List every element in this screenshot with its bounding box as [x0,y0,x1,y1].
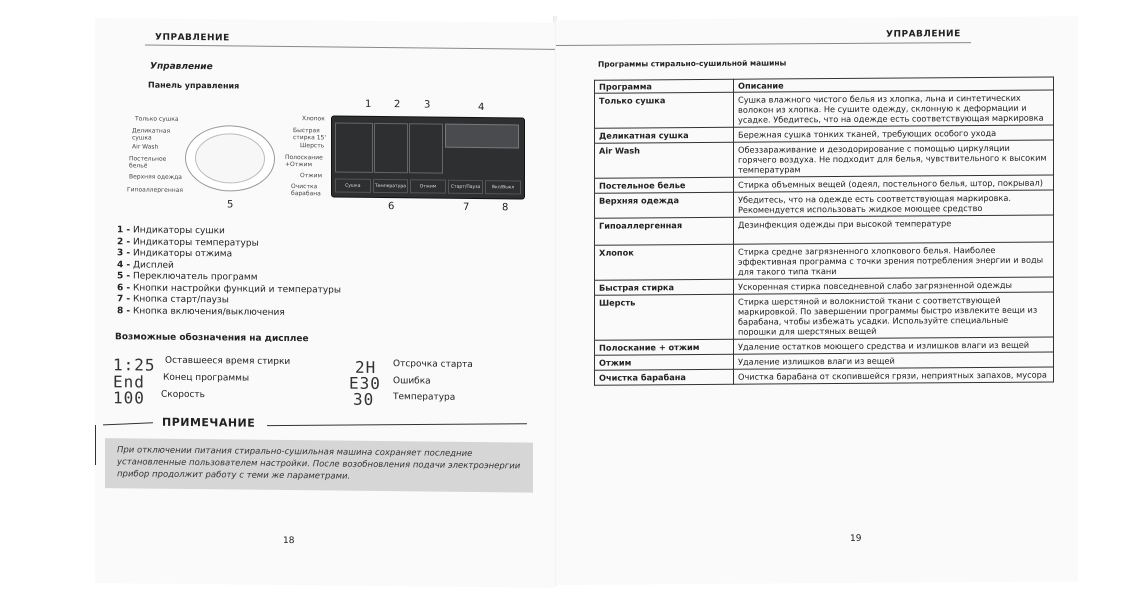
page-number-18: 18 [283,535,295,547]
temperature-button[interactable]: Температура [373,179,409,193]
display-code-speed: 100 [113,388,145,408]
dial-label-dry-only: Только сушка [135,115,179,123]
legend-item: 7 - Кнопка старт/паузы [117,294,229,306]
legend-item: 3 - Индикаторы отжима [117,248,233,260]
dial-label-rinse-spin: Полоскание +Отжим [285,153,323,169]
left-page-header: УПРАВЛЕНИЕ [155,32,230,44]
display-title: Возможные обозначения на дисплее [115,332,309,345]
legend-item: 1 - Индикаторы сушки [117,225,225,237]
program-name: Полоскание + отжим [595,339,734,355]
left-page [95,18,555,588]
control-panel [331,115,525,199]
temperature-indicators [374,123,408,173]
legend-item: 8 - Кнопка включения/выключения [117,305,285,318]
right-page-header: УПРАВЛЕНИЕ [886,29,961,40]
note-text: При отключении питания стирально-сушильная машина сохраняет последние установленные пользователем настройки. После возобновления подачи электроэнергии прибор продолжит работу с теми же параметрами. [117,445,521,482]
start-pause-button[interactable]: Старт/Пауза [448,180,484,194]
note-rule-right [267,423,527,426]
dial-label-outerwear: Верхняя одежда [129,173,182,181]
dial-label-hypoallergenic: Гипоаллергенная [127,186,183,194]
table-row [595,215,1054,245]
dial-label-cotton: Хлопок [302,115,325,123]
program-description: Стирка средне загрязненного хлопкового белья. Наиболее эффективная программа с точки зрения потребления энергии и воды для такого типа ткани [734,242,1054,279]
note-rule-left [103,422,153,425]
display-text-temp: Температура [393,392,456,403]
program-name: Верхняя одежда [595,192,734,218]
table-row [595,367,1054,385]
program-name: Деликатная сушка [595,127,734,143]
program-name: Хлопок [595,244,734,280]
program-dial-knob [195,133,265,184]
program-name: Шерсть [595,294,734,340]
legend-item: 2 - Индикаторы температуры [117,236,259,249]
display-text-end: Конец программы [163,372,250,384]
display-text-time: Оставшееся время стирки [165,355,291,368]
program-description: Удаление остатков моющего средства и излишков влаги из вещей [734,337,1054,354]
table-row [595,190,1054,218]
dial-label-bedding: Постельное бельё [129,155,167,170]
column-header-program: Программа [595,79,734,93]
display-text-speed: Скорость [161,389,205,401]
callout-4: 4 [478,102,485,114]
spin-button[interactable]: Отжим [410,179,446,193]
program-description: Убедитесь, что на одежде есть соответствующая маркировка. Рекомендуется использовать жидкое моющее средство [734,190,1054,217]
column-header-description: Описание [734,77,1054,92]
dry-button[interactable]: Сушка [335,179,371,193]
program-description: Обеззараживание и дезодорирование с помощью циркуляции горячего воздуха. Не подходит для белья, чувствительного к высоким температурам [734,140,1054,177]
display-text-error: Ошибка [393,376,431,387]
dial-label-drum-clean: Очистка барабана [291,183,321,198]
callout-7: 7 [463,201,470,213]
dial-label-spin: Отжим [300,172,323,180]
table-row [595,242,1054,280]
callout-1: 1 [365,98,372,110]
program-description: Стирка шерстяной и волокнистой ткани с соответствующей маркировкой. По завершении программы быстро извлеките вещи из барабана, чтобы избежать усадки. Используйте специальные порошки для шерстяных вещей [734,292,1054,339]
table-row [595,292,1054,340]
program-name: Постельное белье [595,177,734,193]
program-description: Удаление излишков влаги из вещей [734,352,1054,369]
dial-label-delicate-dry: Деликатная сушка [132,127,171,142]
spin-indicators [409,123,443,173]
program-name: Только сушка [595,92,734,128]
right-header-rule [556,42,971,46]
section-title: Управление [150,61,213,73]
callout-6: 6 [388,201,395,213]
legend-item: 5 - Переключатель программ [117,271,258,283]
program-description: Дезинфекция одежды при высокой температуре [734,215,1054,244]
program-description: Очистка барабана от скопившейся грязи, неприятных запахов, мусора [734,367,1054,384]
program-name: Гипоаллергенная [595,217,734,245]
dial-label-quick-wash: Быстрая стирка 15' [293,127,326,142]
power-button[interactable]: Вкл/Выкл [485,180,521,194]
display-code-temp: 30 [353,389,375,409]
display-text-delay: Отсрочка старта [393,359,473,370]
note-box [105,438,533,492]
right-page [556,16,1078,585]
program-description: Ускоренная стирка повседневной слабо загрязненной одежды [734,277,1054,294]
note-title: ПРИМЕЧАНИЕ [162,415,256,430]
callout-5: 5 [227,199,234,211]
display-code-delay: 2H [355,357,377,377]
display-code-time: 1:25 [113,355,156,375]
dial-label-wool: Шерсть [300,142,325,150]
display-screen [445,124,519,149]
callout-3: 3 [424,99,431,111]
program-name: Отжим [595,354,734,370]
page-number-19: 19 [850,533,862,544]
program-name: Быстрая стирка [595,279,734,295]
legend-item: 6 - Кнопки настройки функций и температуры [117,282,341,296]
callout-8: 8 [502,202,509,214]
table-row [595,140,1054,178]
program-name: Очистка барабана [595,369,734,385]
programs-title: Программы стирально-сушильной машины [598,58,787,69]
note-rule-vertical [95,425,96,465]
left-header-rule [145,45,555,50]
program-description: Бережная сушка тонких тканей, требующих особого ухода [734,125,1054,142]
program-name: Air Wash [595,142,734,178]
program-description: Сушка влажного чистого белья из хлопка, льна и синтетических волокон из хлопка. Не сушите одежду, склонную к деформации и усадке. Убедитесь, что на одежде есть соответствующая маркировка [734,90,1054,127]
legend-list [117,225,341,319]
program-description: Стирка объемных вещей (одеял, постельного белья, штор, покрывал) [734,175,1054,192]
legend-item: 4 - Дисплей [117,259,174,271]
table-row [595,90,1054,128]
dial-label-air-wash: Air Wash [132,143,159,151]
panel-subtitle: Панель управления [148,80,240,91]
panel-button-row [334,179,522,195]
programs-table [594,77,1054,386]
display-code-error: E30 [349,373,381,393]
display-code-end: End [113,372,145,392]
dry-indicators [335,123,373,173]
callout-2: 2 [394,99,401,111]
